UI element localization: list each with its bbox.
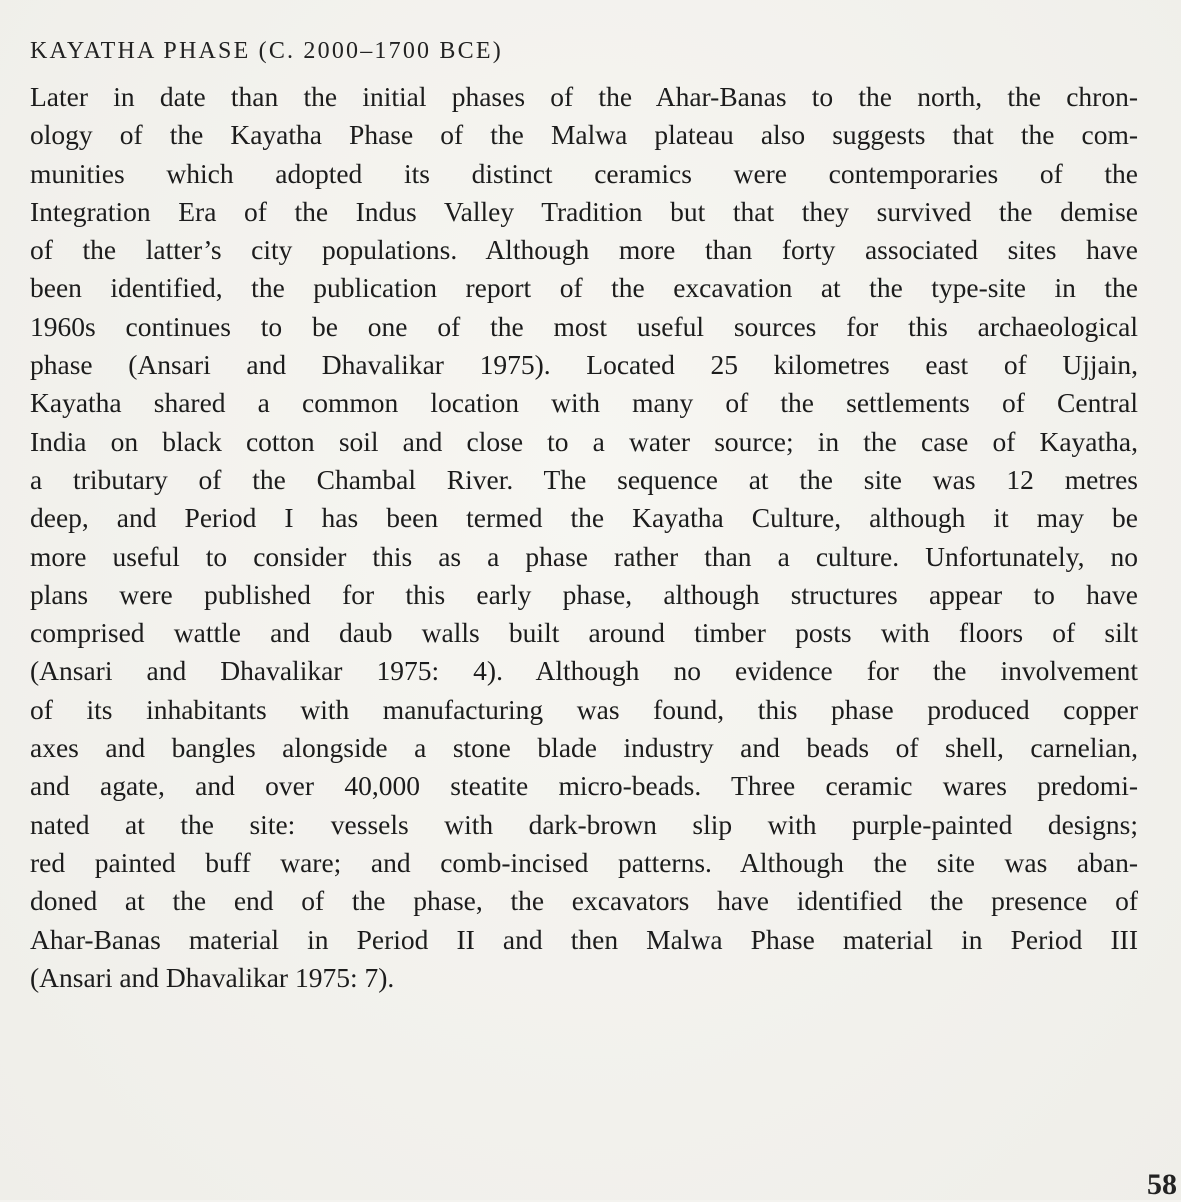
text-line: been identified, the publication report of the excavation at the type-site in the xyxy=(30,272,1138,304)
text-line: and agate, and over 40,000 steatite micro-beads. Three ceramic wares predomi- xyxy=(30,770,1138,802)
text-line: ology of the Kayatha Phase of the Malwa plateau also suggests that the com- xyxy=(30,119,1138,151)
text-line: nated at the site: vessels with dark-brown slip with purple-painted designs; xyxy=(30,808,1138,840)
text-line: 1960s continues to be one of the most useful sources for this archaeological xyxy=(30,310,1138,342)
text-line: axes and bangles alongside a stone blade industry and beads of shell, carnelian, xyxy=(30,732,1138,764)
text-line: munities which adopted its distinct ceramics were contemporaries of the xyxy=(30,157,1138,189)
text-line: of its inhabitants with manufacturing was found, this phase produced copper xyxy=(30,693,1138,725)
text-line: Kayatha shared a common location with many of the settlements of Central xyxy=(30,387,1138,419)
text-line: comprised wattle and daub walls built around timber posts with floors of silt xyxy=(30,617,1138,649)
text-line: (Ansari and Dhavalikar 1975: 7). xyxy=(30,961,395,993)
text-line: India on black cotton soil and close to a water source; in the case of Kayatha, xyxy=(30,425,1138,457)
text-line: deep, and Period I has been termed the Kayatha Culture, although it may be xyxy=(30,502,1138,534)
text-line: more useful to consider this as a phase rather than a culture. Unfortunately, no xyxy=(30,540,1138,572)
text-line: doned at the end of the phase, the excavators have identified the presence of xyxy=(30,885,1138,917)
text-line: Ahar-Banas material in Period II and then Malwa Phase material in Period III xyxy=(30,923,1138,955)
text-line: a tributary of the Chambal River. The sequence at the site was 12 metres xyxy=(30,463,1138,495)
section-heading: KAYATHA PHASE (C. 2000–1700 BCE) xyxy=(30,38,503,64)
text-line: plans were published for this early phase, although structures appear to have xyxy=(30,578,1138,610)
text-line: Integration Era of the Indus Valley Tradition but that they survived the demise xyxy=(30,195,1138,227)
text-line: phase (Ansari and Dhavalikar 1975). Located 25 kilometres east of Ujjain, xyxy=(30,349,1138,381)
paragraph xyxy=(30,78,1138,997)
page-number: 58 xyxy=(1147,1168,1177,1201)
text-line: (Ansari and Dhavalikar 1975: 4). Although no evidence for the involvement xyxy=(30,655,1138,687)
text-line: of the latter’s city populations. Although more than forty associated sites have xyxy=(30,234,1138,266)
text-line: red painted buff ware; and comb-incised patterns. Although the site was aban- xyxy=(30,846,1138,878)
text-line: Later in date than the initial phases of the Ahar-Banas to the north, the chron- xyxy=(30,81,1138,112)
